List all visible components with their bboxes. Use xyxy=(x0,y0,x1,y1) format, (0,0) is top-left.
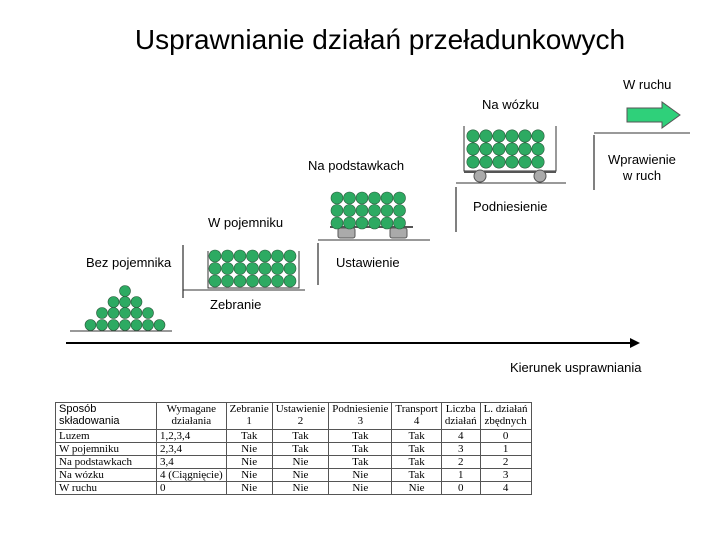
ball-cart xyxy=(467,143,479,155)
table-header-cell: Podniesienie 3 xyxy=(329,403,392,430)
table-cell: Tak xyxy=(392,430,441,443)
ball-pile xyxy=(108,308,119,319)
table-header-cell: Ustawienie 2 xyxy=(272,403,328,430)
ball-container xyxy=(209,250,221,262)
ball-pile xyxy=(143,320,154,331)
ball-container xyxy=(222,250,234,262)
table-header-cell: Sposób składowania xyxy=(56,403,157,430)
ball-cart xyxy=(532,143,544,155)
table-header-cell: Wymagane działania xyxy=(157,403,227,430)
ball-pile xyxy=(97,308,108,319)
ball-pallet xyxy=(331,217,343,229)
label-na-wozku: Na wózku xyxy=(482,97,540,112)
ball-pallet xyxy=(331,205,343,217)
table-cell: Nie xyxy=(226,482,272,495)
ball-container xyxy=(234,275,246,287)
table-cell: 4 (Ciągnięcie) xyxy=(157,469,227,482)
ball-cart xyxy=(532,130,544,142)
ball-cart xyxy=(480,143,492,155)
table-row xyxy=(56,469,532,482)
table-cell: Nie xyxy=(272,469,328,482)
table-cell: Tak xyxy=(272,443,328,456)
ball-cart xyxy=(467,156,479,168)
ball-cart xyxy=(519,143,531,155)
table-cell: Tak xyxy=(392,469,441,482)
ball-container xyxy=(209,263,221,275)
wheel-left-icon xyxy=(474,170,486,182)
label-w-pojemniku: W pojemniku xyxy=(208,215,284,230)
table-row xyxy=(56,456,532,469)
table-cell: Nie xyxy=(226,469,272,482)
ball-pile xyxy=(143,308,154,319)
ball-pile xyxy=(108,320,119,331)
table-cell: 0 xyxy=(480,430,531,443)
table-cell: Tak xyxy=(392,443,441,456)
table-cell: Tak xyxy=(329,443,392,456)
ball-pallet xyxy=(331,192,343,204)
table-row xyxy=(56,482,532,495)
ball-container xyxy=(247,263,259,275)
ball-container xyxy=(259,263,271,275)
table-header-row xyxy=(56,403,532,430)
ball-container xyxy=(259,250,271,262)
ball-cart xyxy=(519,156,531,168)
ball-cart xyxy=(467,130,479,142)
table-cell: 3 xyxy=(480,469,531,482)
ball-cart xyxy=(480,156,492,168)
table-cell: Nie xyxy=(392,482,441,495)
ball-container xyxy=(272,275,284,287)
foot-right-icon xyxy=(390,228,407,238)
page-title: Usprawnianie działań przeładunkowych xyxy=(134,24,626,55)
ball-pile xyxy=(108,297,119,308)
table-cell: Nie xyxy=(226,456,272,469)
table-row xyxy=(56,430,532,443)
table-cell: 1 xyxy=(480,443,531,456)
table-cell: Nie xyxy=(272,482,328,495)
label-bez-pojemnika: Bez pojemnika xyxy=(86,255,172,270)
table-header-cell: L. działań zbędnych xyxy=(480,403,531,430)
ball-cart xyxy=(480,130,492,142)
ball-pallet xyxy=(394,192,406,204)
table-cell: Tak xyxy=(272,430,328,443)
label-wprawienie: Wprawienie w ruch xyxy=(608,152,676,183)
ball-pile xyxy=(131,308,142,319)
ball-pile xyxy=(120,286,131,297)
ball-container xyxy=(284,263,296,275)
ball-cart xyxy=(506,130,518,142)
ball-pile xyxy=(97,320,108,331)
w-ruchu-arrow-icon xyxy=(627,102,680,128)
ball-pallet xyxy=(344,205,356,217)
table-cell: 4 xyxy=(480,482,531,495)
table-cell: 2,3,4 xyxy=(157,443,227,456)
ball-cart xyxy=(493,143,505,155)
ball-pallet xyxy=(369,217,381,229)
table-cell: Nie xyxy=(226,443,272,456)
ball-container xyxy=(209,275,221,287)
ball-pallet xyxy=(356,205,368,217)
ball-container xyxy=(272,263,284,275)
ball-pile xyxy=(131,320,142,331)
table-cell: 3 xyxy=(441,443,480,456)
ball-pallet xyxy=(344,192,356,204)
ball-cart xyxy=(519,130,531,142)
ball-container xyxy=(222,263,234,275)
ball-cart xyxy=(532,156,544,168)
ball-cart xyxy=(506,156,518,168)
ball-container xyxy=(284,275,296,287)
table-cell: Nie xyxy=(329,482,392,495)
ball-container xyxy=(247,275,259,287)
ball-pallet xyxy=(394,217,406,229)
table-cell: 2 xyxy=(480,456,531,469)
ball-pallet xyxy=(381,192,393,204)
label-na-podstawkach: Na podstawkach xyxy=(308,158,405,173)
label-w-ruchu: W ruchu xyxy=(623,77,672,92)
label-podniesienie: Podniesienie xyxy=(473,199,548,214)
table-cell: 4 xyxy=(441,430,480,443)
table-header-cell: Liczba działań xyxy=(441,403,480,430)
label-ustawienie: Ustawienie xyxy=(336,255,400,270)
ball-container xyxy=(272,250,284,262)
ball-pallet xyxy=(356,192,368,204)
comparison-table xyxy=(55,402,532,495)
table-cell: 1,2,3,4 xyxy=(157,430,227,443)
ball-container xyxy=(247,250,259,262)
ball-container xyxy=(234,263,246,275)
ball-pallet xyxy=(381,217,393,229)
ball-pallet xyxy=(394,205,406,217)
ball-cart xyxy=(493,130,505,142)
table-cell: W pojemniku xyxy=(56,443,157,456)
ball-pallet xyxy=(381,205,393,217)
ball-pallet xyxy=(344,217,356,229)
table-header-cell: Zebranie 1 xyxy=(226,403,272,430)
ball-pile xyxy=(154,320,165,331)
ball-pile xyxy=(120,297,131,308)
ball-cart xyxy=(493,156,505,168)
table-cell: 1 xyxy=(441,469,480,482)
ball-pile xyxy=(85,320,96,331)
ball-pile xyxy=(120,308,131,319)
ball-container xyxy=(234,250,246,262)
ball-container xyxy=(284,250,296,262)
label-kierunek: Kierunek usprawniania xyxy=(510,360,642,375)
table-body xyxy=(56,430,532,495)
ball-container xyxy=(222,275,234,287)
ball-cart xyxy=(506,143,518,155)
table-cell: Nie xyxy=(329,469,392,482)
ball-container xyxy=(259,275,271,287)
table-cell: Na podstawkach xyxy=(56,456,157,469)
table-head xyxy=(56,403,532,430)
table-cell: 0 xyxy=(441,482,480,495)
table-header-cell: Transport 4 xyxy=(392,403,441,430)
label-zebranie: Zebranie xyxy=(210,297,262,312)
table-cell: Luzem xyxy=(56,430,157,443)
table-cell: Tak xyxy=(329,456,392,469)
table-cell: Na wózku xyxy=(56,469,157,482)
table-cell: 2 xyxy=(441,456,480,469)
table-cell: Nie xyxy=(272,456,328,469)
table-cell: 3,4 xyxy=(157,456,227,469)
table-cell: Tak xyxy=(226,430,272,443)
kierunek-arrowhead-icon xyxy=(630,338,640,348)
ball-pallet xyxy=(356,217,368,229)
table-row xyxy=(56,443,532,456)
table-cell: Tak xyxy=(392,456,441,469)
ball-pallet xyxy=(369,192,381,204)
table-cell: 0 xyxy=(157,482,227,495)
table-cell: Tak xyxy=(329,430,392,443)
ball-pile xyxy=(131,297,142,308)
ball-pallet xyxy=(369,205,381,217)
wheel-right-icon xyxy=(534,170,546,182)
ball-pile xyxy=(120,320,131,331)
foot-left-icon xyxy=(338,228,355,238)
table-cell: W ruchu xyxy=(56,482,157,495)
